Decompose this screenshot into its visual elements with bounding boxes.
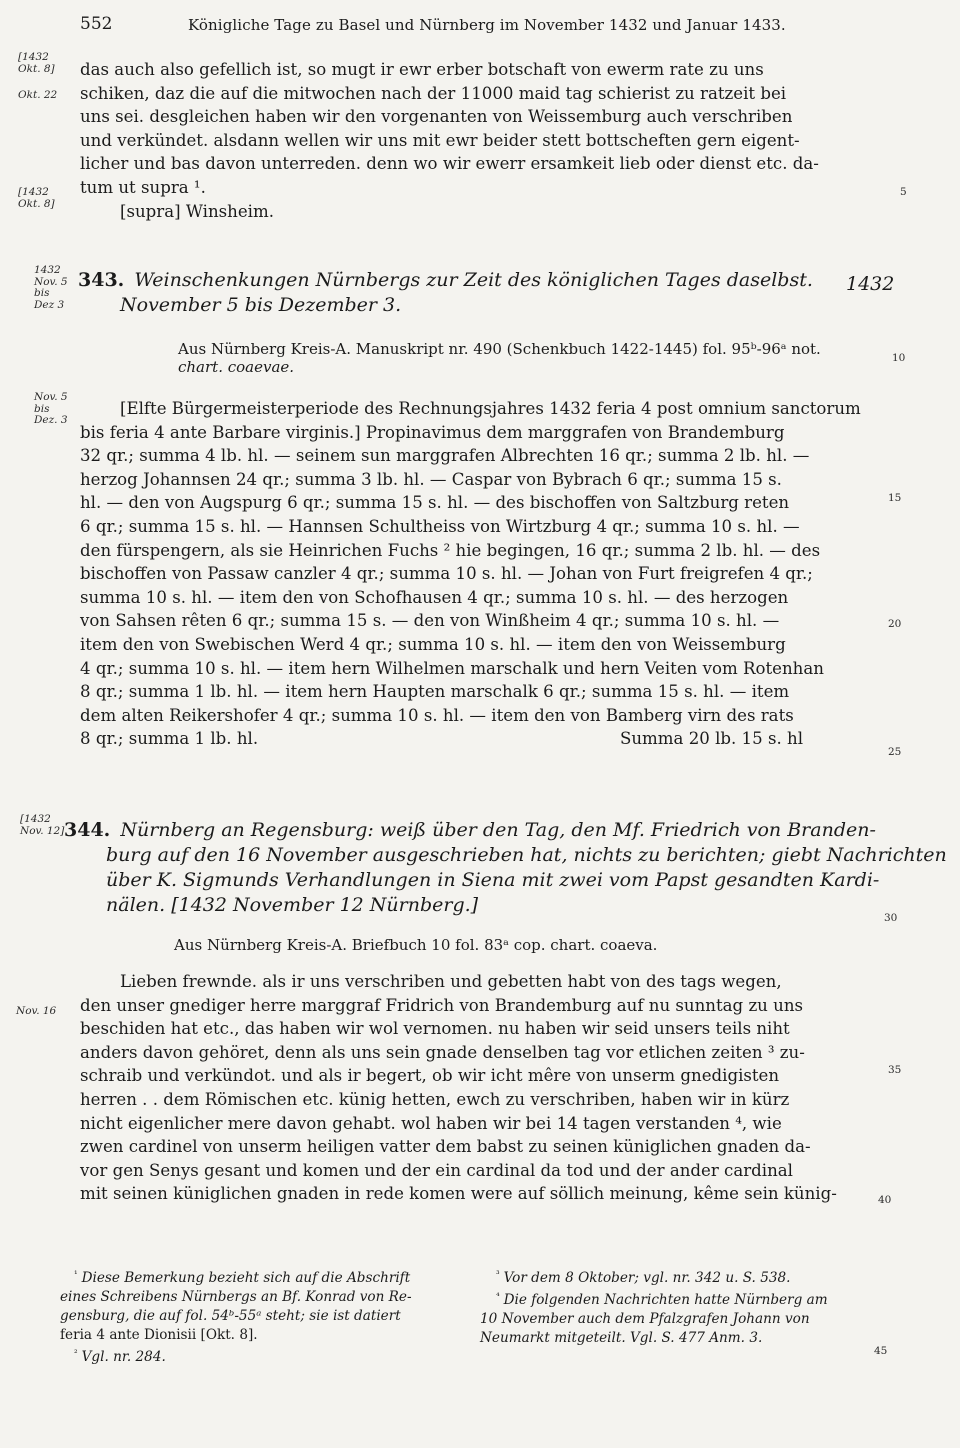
margin-date-note: [1432 Okt. 8] xyxy=(18,186,55,210)
text-line: bis feria 4 ante Barbare virginis.] Propinavimus dem marggrafen von Brandemburg xyxy=(80,422,785,442)
running-head: Königliche Tage zu Basel und Nürnberg im November 1432 und Januar 1433. xyxy=(188,16,786,34)
footnotes-right xyxy=(480,1266,880,1348)
letter-continuation xyxy=(80,58,880,223)
footnote-line: gensburg, die auf fol. 54ᵇ-55ᵃ steht; sie ist datiert xyxy=(60,1308,401,1324)
margin-date-note: Nov. 5 bis Dez. 3 xyxy=(34,391,68,426)
text-line: 4 qr.; summa 10 s. hl. — item hern Wilhelmen marschalk und hern Veiten vom Rotenhan xyxy=(80,658,824,678)
line-number: 30 xyxy=(884,912,898,924)
doc-343-source xyxy=(178,340,898,376)
doc-number: 343. xyxy=(78,269,125,291)
line-number: 25 xyxy=(888,746,902,758)
text-line xyxy=(80,727,880,751)
doc-title-line: über K. Sigmunds Verhandlungen in Siena mit zwei vom Papst gesandten Kardi- xyxy=(106,869,880,891)
text-line: schiken, daz die auf die mitwochen nach der 11000 maid tag schierist zu ratzeit bei xyxy=(80,83,787,103)
doc-title-line: Nürnberg an Regensburg: weiß über den Tag, den Mf. Friedrich von Branden- xyxy=(120,819,876,841)
text-line: hl. — den von Augspurg 6 qr.; summa 15 s. hl. — des bischoffen von Saltzburg reten xyxy=(80,493,790,513)
source-text: Aus Nürnberg Kreis-A. Manuskript nr. 490 (Schenkbuch 1422-1445) fol. 95ᵇ-96ᵃ not. xyxy=(178,340,821,358)
footnote-line: feria 4 ante Dionisii [Okt. 8]. xyxy=(60,1327,258,1343)
text-line-last: 8 qr.; summa 1 lb. hl. xyxy=(80,729,259,749)
page-header xyxy=(80,14,880,40)
text-line: schraib und verkündot. und als ir begert, ob wir icht mêre von unserm gnedigisten xyxy=(80,1066,780,1086)
footnote-line: $^{^2}$ Vgl. nr. 284. xyxy=(74,1349,166,1365)
text-line: mit seinen küniglichen gnaden in rede komen were auf söllich meinung, kême sein künig- xyxy=(80,1184,837,1204)
text-line: [Elfte Bürgermeisterperiode des Rechnungsjahres 1432 feria 4 post omnium sanctorum xyxy=(120,399,861,418)
text-line: zwen cardinel von unserm heiligen vatter dem babst zu seinen küniglichen gnaden da- xyxy=(80,1137,811,1157)
line-number: 20 xyxy=(888,618,902,630)
doc-343-body xyxy=(80,397,880,751)
text-line: herzog Johannsen 24 qr.; summa 3 lb. hl. — Caspar von Bybrach 6 qr.; summa 15 s. xyxy=(80,469,782,489)
text-line: vor gen Senys gesant und komen und der ein cardinal da tod und der ander cardinal xyxy=(80,1160,793,1180)
text-line: item den von Swebischen Werd 4 qr.; summa 10 s. hl. — item den von Weissemburg xyxy=(80,634,786,654)
margin-date-note: Okt. 22 xyxy=(18,89,58,101)
source-text: chart. coaevae. xyxy=(178,358,295,376)
doc-344-source: Aus Nürnberg Kreis-A. Briefbuch 10 fol. 83ᵃ cop. chart. coaeva. xyxy=(174,936,658,954)
text-line: [supra] Winsheim. xyxy=(120,201,274,221)
footnote-line: $^{^1}$ Diese Bemerkung bezieht sich auf die Abschrift xyxy=(74,1270,411,1286)
footnote-line: Neumarkt mitgeteilt. Vgl. S. 477 Anm. 3. xyxy=(480,1330,763,1346)
footnote-line: $^{^3}$ Vor dem 8 Oktober; vgl. nr. 342 u. S. 538. xyxy=(496,1270,791,1286)
line-number: 15 xyxy=(888,492,902,504)
line-number: 35 xyxy=(888,1064,902,1076)
doc-number: 344. xyxy=(64,819,111,841)
line-number: 45 xyxy=(874,1345,888,1357)
text-line: beschiden hat etc., das haben wir wol vernomen. nu haben wir seid unsers teils niht xyxy=(80,1019,790,1039)
doc-344-body xyxy=(80,970,880,1206)
text-line: das auch also gefellich ist, so mugt ir ewr erber botschaft von ewerm rate zu uns xyxy=(80,60,764,79)
line-number: 40 xyxy=(878,1194,892,1206)
margin-date-note: [1432 Nov. 12] xyxy=(20,813,65,837)
margin-date-note: [1432 Okt. 8] xyxy=(18,51,55,75)
margin-date-note: Nov. 16 xyxy=(16,1005,57,1017)
doc-title-line: nälen. [1432 November 12 Nürnberg.] xyxy=(106,894,479,916)
doc-title-line: November 5 bis Dezember 3. xyxy=(120,294,402,316)
line-number: 5 xyxy=(900,186,907,198)
text-line: licher und bas davon unterreden. denn wo wir ewerr ersamkeit lieb oder dienst etc. da- xyxy=(80,154,819,174)
text-line: uns sei. desgleichen haben wir den vorgenanten von Weissemburg auch verschriben xyxy=(80,107,793,127)
text-line: den fürspengern, als sie Heinrichen Fuchs ² hie begingen, 16 qr.; summa 2 lb. hl. — des xyxy=(80,540,821,560)
footnotes-left xyxy=(60,1266,460,1367)
line-number: 10 xyxy=(892,352,906,364)
text-line: bischoffen von Passaw canzler 4 qr.; summa 10 s. hl. — Johan von Furt freigrefen 4 qr.; xyxy=(80,564,813,584)
text-line: 6 qr.; summa 15 s. hl. — Hannsen Schultheiss von Wirtzburg 4 qr.; summa 10 s. hl. — xyxy=(80,516,800,536)
text-line: nicht eigenlicher mere davon gehabt. wol haben wir bei 14 tagen verstanden ⁴, wie xyxy=(80,1113,782,1133)
doc-343-date: 1432 xyxy=(846,273,895,295)
page-number: 552 xyxy=(80,14,113,34)
doc-title-line: Weinschenkungen Nürnbergs zur Zeit des königlichen Tages daselbst. xyxy=(134,269,813,291)
doc-title-line: burg auf den 16 November ausgeschrieben hat, nichts zu berichten; giebt Nachrichten xyxy=(106,844,947,866)
text-line: tum ut supra ¹. xyxy=(80,177,206,197)
text-line: den unser gnediger herre marggraf Fridrich von Brandemburg auf nu sunntag zu uns xyxy=(80,995,804,1015)
text-line: summa 10 s. hl. — item den von Schofhausen 4 qr.; summa 10 s. hl. — des herzogen xyxy=(80,587,789,607)
doc-343-heading xyxy=(78,268,858,318)
text-line: 32 qr.; summa 4 lb. hl. — seinem sun marggrafen Albrechten 16 qr.; summa 2 lb. hl. — xyxy=(80,446,810,466)
text-line: und verkündet. alsdann wellen wir uns mit ewr beider stett bottscheften gern eigent- xyxy=(80,130,800,150)
footnote-line: $^{^4}$ Die folgenden Nachrichten hatte Nürnberg am xyxy=(496,1292,828,1308)
margin-date-note: 1432 Nov. 5 bis Dez 3 xyxy=(34,264,68,311)
text-line: herren . . dem Römischen etc. künig hetten, ewch zu verschriben, haben wir in kürz xyxy=(80,1089,790,1109)
summa-total: Summa 20 lb. 15 s. hl xyxy=(620,729,804,749)
text-line: 8 qr.; summa 1 lb. hl. — item hern Haupten marschalk 6 qr.; summa 15 s. hl. — item xyxy=(80,682,790,702)
footnote-line: eines Schreibens Nürnbergs an Bf. Konrad von Re- xyxy=(60,1289,412,1305)
text-line: von Sahsen rêten 6 qr.; summa 15 s. — den von Winßheim 4 qr.; summa 10 s. hl. — xyxy=(80,611,780,631)
text-line: Lieben frewnde. als ir uns verschriben und gebetten habt von des tags wegen, xyxy=(120,972,782,991)
text-line: dem alten Reikershofer 4 qr.; summa 10 s. hl. — item den von Bamberg virn des rats xyxy=(80,705,794,725)
text-line: anders davon gehöret, denn als uns sein gnade denselben tag vor etlichen zeiten ³ zu- xyxy=(80,1042,805,1062)
footnote-line: 10 November auch dem Pfalzgrafen Johann von xyxy=(480,1311,810,1327)
